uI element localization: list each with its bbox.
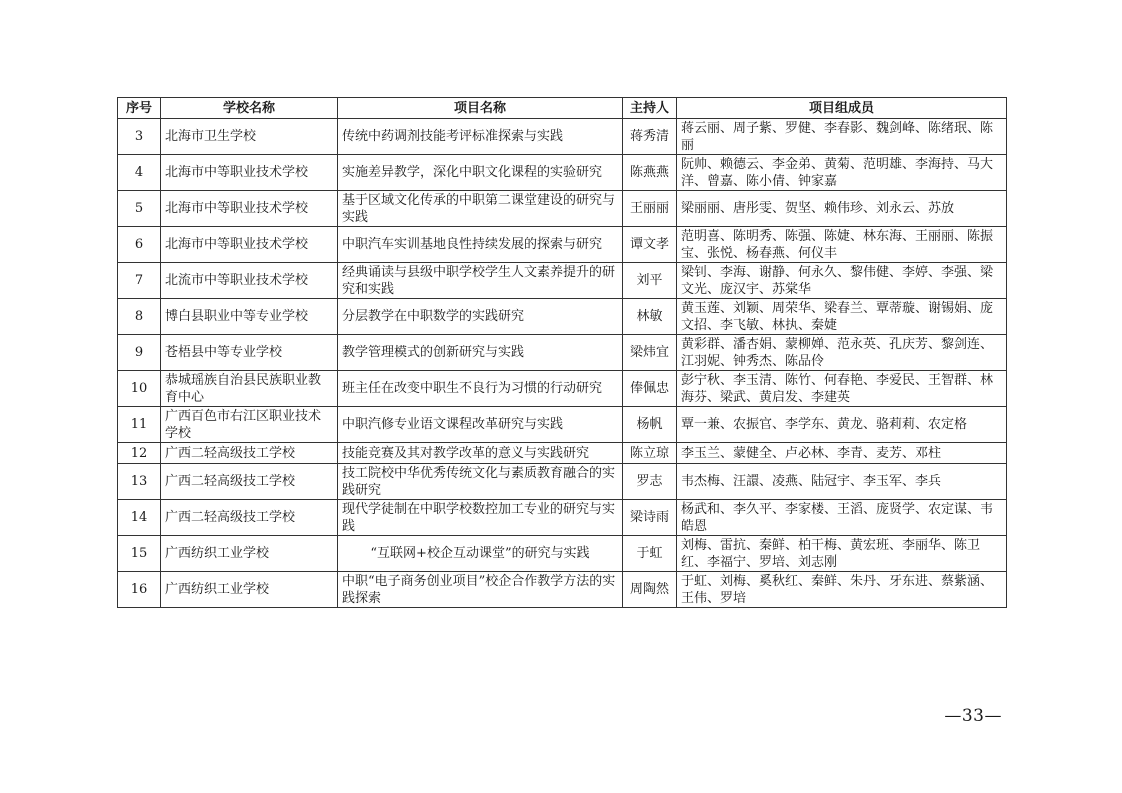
school-name: 广西纺织工业学校 — [161, 572, 338, 608]
table-row — [118, 536, 1007, 572]
row-number: 9 — [118, 335, 161, 371]
header-school: 学校名称 — [161, 98, 338, 119]
team-members: 韦杰梅、汪譞、凌燕、陆冠宇、李玉军、李兵 — [677, 464, 1007, 500]
host-name: 梁诗雨 — [623, 500, 677, 536]
school-name: 北海市卫生学校 — [161, 119, 338, 155]
row-number: 6 — [118, 227, 161, 263]
school-name: 广西二轻高级技工学校 — [161, 500, 338, 536]
header-project: 项目名称 — [338, 98, 623, 119]
row-number: 7 — [118, 263, 161, 299]
team-members: 黄彩群、潘杏娟、蒙柳婵、范永英、孔庆芳、黎剑连、江羽妮、钟秀杰、陈品伶 — [677, 335, 1007, 371]
project-name: 教学管理模式的创新研究与实践 — [338, 335, 623, 371]
host-name: 周陶然 — [623, 572, 677, 608]
team-members: 范明喜、陈明秀、陈强、陈婕、林东海、王丽丽、陈振宝、张悦、杨春燕、何仪丰 — [677, 227, 1007, 263]
host-name: 杨帆 — [623, 407, 677, 443]
project-name: 实施差异教学，深化中职文化课程的实验研究 — [338, 155, 623, 191]
project-name: 传统中药调剂技能考评标准探索与实践 — [338, 119, 623, 155]
team-members: 彭宁秋、李玉清、陈竹、何春艳、李爱民、王智群、林海芬、梁武、黄启发、李建英 — [677, 371, 1007, 407]
project-name: 现代学徒制在中职学校数控加工专业的研究与实践 — [338, 500, 623, 536]
host-name: 蒋秀清 — [623, 119, 677, 155]
header-members: 项目组成员 — [677, 98, 1007, 119]
host-name: 王丽丽 — [623, 191, 677, 227]
project-name: 中职汽修专业语文课程改革研究与实践 — [338, 407, 623, 443]
table-body — [118, 119, 1007, 608]
table-header — [118, 98, 1007, 119]
host-name: 梁炜宜 — [623, 335, 677, 371]
row-number: 15 — [118, 536, 161, 572]
header-no: 序号 — [118, 98, 161, 119]
row-number: 5 — [118, 191, 161, 227]
project-name: 经典诵读与县级中职学校学生人文素养提升的研究和实践 — [338, 263, 623, 299]
team-members: 梁丽丽、唐彤雯、贺坚、赖伟珍、刘永云、苏放 — [677, 191, 1007, 227]
row-number: 14 — [118, 500, 161, 536]
team-members: 黄玉莲、刘颖、周荣华、梁春兰、覃蒂璇、谢锡娟、庞文招、李飞敏、林执、秦婕 — [677, 299, 1007, 335]
project-table — [117, 97, 1007, 608]
project-name: “互联网+校企互动课堂”的研究与实践 — [338, 536, 623, 572]
school-name: 广西二轻高级技工学校 — [161, 443, 338, 464]
school-name: 北海市中等职业技术学校 — [161, 155, 338, 191]
host-name: 刘平 — [623, 263, 677, 299]
team-members: 李玉兰、蒙健全、卢必林、李青、麦芳、邓柱 — [677, 443, 1007, 464]
host-name: 于虹 — [623, 536, 677, 572]
host-name: 罗志 — [623, 464, 677, 500]
host-name: 俸佩忠 — [623, 371, 677, 407]
row-number: 8 — [118, 299, 161, 335]
table-row — [118, 572, 1007, 608]
project-name: 中职汽车实训基地良性持续发展的探索与研究 — [338, 227, 623, 263]
row-number: 10 — [118, 371, 161, 407]
header-host: 主持人 — [623, 98, 677, 119]
table-row — [118, 371, 1007, 407]
table-row — [118, 155, 1007, 191]
school-name: 北海市中等职业技术学校 — [161, 191, 338, 227]
school-name: 广西二轻高级技工学校 — [161, 464, 338, 500]
team-members: 阮帅、赖德云、李金弟、黄菊、范明雄、李海持、马大洋、曾嘉、陈小倩、钟家嘉 — [677, 155, 1007, 191]
school-name: 北海市中等职业技术学校 — [161, 227, 338, 263]
host-name: 陈燕燕 — [623, 155, 677, 191]
team-members: 杨武和、李久平、李家楼、王滔、庞贤学、农定谋、韦皓恩 — [677, 500, 1007, 536]
host-name: 陈立琼 — [623, 443, 677, 464]
team-members: 蒋云丽、周子紫、罗健、李春影、魏剑峰、陈绪珉、陈丽 — [677, 119, 1007, 155]
table-row — [118, 191, 1007, 227]
row-number: 4 — [118, 155, 161, 191]
team-members: 于虹、刘梅、奚秋红、秦鲜、朱丹、牙东进、蔡紫涵、王伟、罗培 — [677, 572, 1007, 608]
table-row — [118, 119, 1007, 155]
project-name: 中职“电子商务创业项目”校企合作教学方法的实践探索 — [338, 572, 623, 608]
host-name: 谭文孝 — [623, 227, 677, 263]
table-row — [118, 443, 1007, 464]
team-members: 覃一兼、农振官、李学东、黄龙、骆莉莉、农定格 — [677, 407, 1007, 443]
project-name: 班主任在改变中职生不良行为习惯的行动研究 — [338, 371, 623, 407]
team-members: 刘梅、雷抗、秦鲜、柏干梅、黄宏班、李丽华、陈卫红、李福宁、罗培、刘志刚 — [677, 536, 1007, 572]
school-name: 广西百色市右江区职业技术学校 — [161, 407, 338, 443]
team-members: 梁钊、李海、谢静、何永久、黎伟健、李婷、李强、梁文光、庞汉宇、苏棠华 — [677, 263, 1007, 299]
page-number: —33— — [944, 706, 1002, 726]
row-number: 16 — [118, 572, 161, 608]
school-name: 恭城瑶族自治县民族职业教育中心 — [161, 371, 338, 407]
school-name: 博白县职业中等专业学校 — [161, 299, 338, 335]
table-row — [118, 335, 1007, 371]
table-row — [118, 263, 1007, 299]
school-name: 苍梧县中等专业学校 — [161, 335, 338, 371]
table-row — [118, 500, 1007, 536]
row-number: 13 — [118, 464, 161, 500]
school-name: 广西纺织工业学校 — [161, 536, 338, 572]
row-number: 11 — [118, 407, 161, 443]
row-number: 3 — [118, 119, 161, 155]
project-name: 技能竞赛及其对教学改革的意义与实践研究 — [338, 443, 623, 464]
table-row — [118, 407, 1007, 443]
project-name: 基于区域文化传承的中职第二课堂建设的研究与实践 — [338, 191, 623, 227]
project-name: 技工院校中华优秀传统文化与素质教育融合的实践研究 — [338, 464, 623, 500]
table-row — [118, 227, 1007, 263]
table-row — [118, 464, 1007, 500]
project-name: 分层教学在中职数学的实践研究 — [338, 299, 623, 335]
school-name: 北流市中等职业技术学校 — [161, 263, 338, 299]
host-name: 林敏 — [623, 299, 677, 335]
row-number: 12 — [118, 443, 161, 464]
table-row — [118, 299, 1007, 335]
